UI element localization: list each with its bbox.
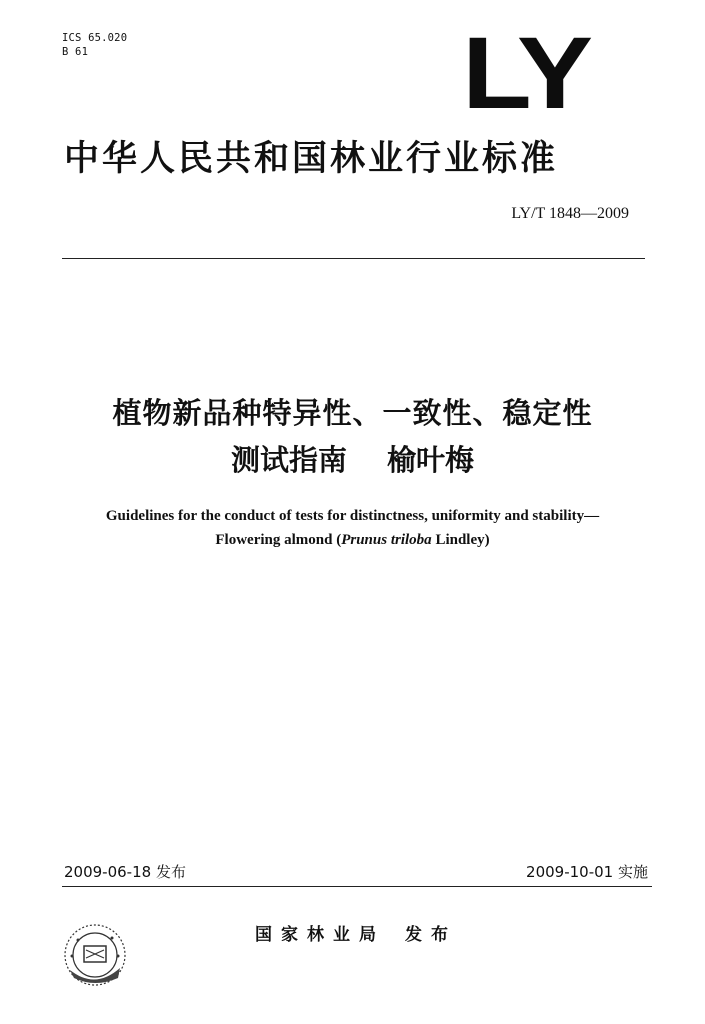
ics-code: ICS 65.020 — [62, 32, 128, 44]
top-divider — [62, 258, 645, 259]
chinese-title-line-1: 植物新品种特异性、一致性、稳定性 — [112, 396, 593, 430]
english-title-line-1: Guidelines for the conduct of tests for distinctness, uniformity and stability— — [105, 508, 600, 524]
english-title-author: Lindley) — [431, 532, 490, 548]
issuer-name: 国家林业局 — [255, 925, 385, 945]
chinese-title-guide: 测试指南 — [230, 443, 347, 477]
chinese-title-line-2 — [0, 440, 705, 480]
ccs-code: B 61 — [62, 46, 89, 58]
classification-codes — [62, 31, 127, 59]
bottom-divider — [62, 886, 652, 887]
publisher-seal-icon — [60, 920, 130, 990]
issue-date: 2009-06-18 发布 — [64, 863, 186, 881]
issuing-authority — [255, 924, 457, 946]
standard-number: LY/T 1848—2009 — [511, 205, 629, 222]
english-title-scientific-name: Prunus triloba — [341, 532, 432, 548]
organization-title: 中华人民共和国林业行业标准 — [64, 139, 559, 179]
english-title-common-name: Flowering almond ( — [215, 532, 342, 548]
english-title-line-2 — [0, 529, 705, 551]
chinese-title-species: 榆叶梅 — [387, 443, 475, 477]
ly-standard-logo: LY — [462, 16, 589, 130]
implementation-date: 2009-10-01 实施 — [526, 863, 648, 881]
issuer-action: 发布 — [405, 925, 457, 945]
